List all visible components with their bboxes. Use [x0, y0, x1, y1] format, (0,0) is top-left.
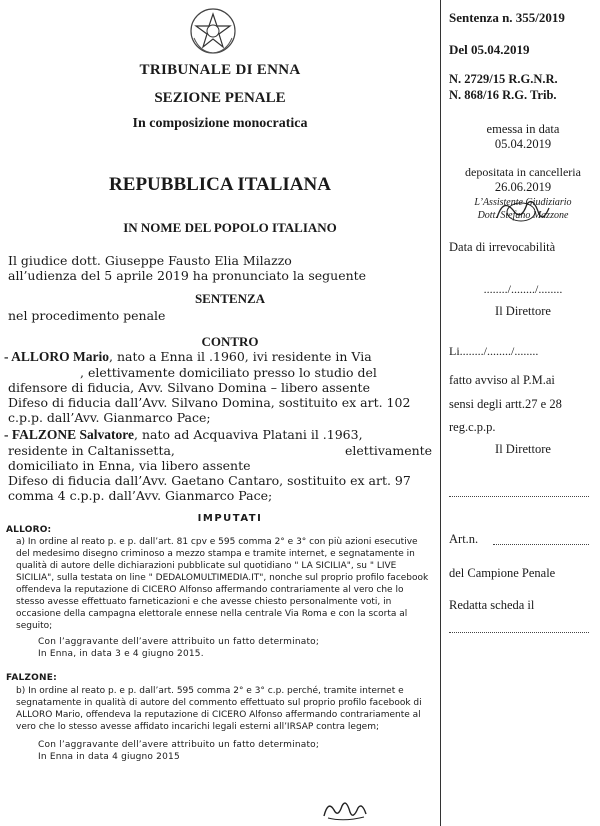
li-date-field: Li......../......../........ [449, 344, 539, 358]
campione-label: del Campione Penale [449, 566, 556, 580]
assistente-signature-icon [493, 194, 553, 226]
avviso-line-1: fatto avviso al P.M.ai [449, 373, 555, 387]
imputati-falzone-aggravante: Con l’aggravante dell’avere attribuito un fatto determinato; [38, 740, 320, 750]
court-composition: In composizione monocratica [132, 116, 308, 131]
avviso-line-2: sensi degli artt.27 e 28 [449, 397, 562, 411]
depositata-date: 26.06.2019 [494, 180, 552, 194]
direttore-label-1: Il Direttore [495, 304, 551, 318]
rgtrib-number: N. 868/16 R.G. Trib. [449, 88, 557, 102]
defendant-2-name: - FALZONE Salvatore [4, 427, 134, 442]
rgnr-number: N. 2729/15 R.G.N.R. [449, 72, 558, 86]
imputati-title: IMPUTATI [197, 513, 263, 524]
defendant-1-line-4: Difeso di fiducia dall’Avv. Silvano Domina, sostituito ex art. 102 [8, 395, 411, 410]
art-number-rule [493, 544, 589, 545]
procedimento-line: nel procedimento penale [8, 308, 166, 323]
judge-initials-signature-icon [320, 796, 370, 822]
defendant-2-line-2a: residente in Caltanissetta, [8, 443, 175, 458]
defendant-2-line-3: domiciliato in Enna, via libero assente [8, 458, 251, 473]
imputati-alloro-charge: a) In ordine al reato p. e p. dall’art. 81 cpv e 595 comma 2° e 3° con più azioni esecutive del medesimo disegno criminoso a mezzo stampa e tramite internet, e segnatamente in qualità di autore delle dichiarazioni pubblicate sul quotidiano " LA SICILIA", su " LIVE SICILIA", sulla testata on line " DEDALOMULTIMEDIA.IT", nonche sul proprio profilo facebook offendeva la reputazione di CICERO Alfonso affermando contrariamente al vero che lo stesso avesse effettuato farneticazioni e che avesse chiesto personalmente voti, in occasione della campagna elettorale ennese nella centrale Via Roma e con la scorta al seguito; [16, 537, 429, 631]
defendant-1-name: - ALLORO Mario [4, 349, 109, 364]
imputati-falzone-charge: b) In ordine al reato p. e p. dall’art. 595 comma 2° e 3° c.p. perché, tramite internet e segnatamente in qualità di autore del commento effettuato sul proprio profilo facebook di ALLORO Mario, offendeva la reputazione di CICERO Alfonso affermando contrariamente al vero che lo stesso avesse affidato incarichi legali esterni all’IRSAP contra legem; [16, 686, 422, 732]
imputati-alloro-aggravante: Con l’aggravante dell’avere attribuito un fatto determinato; [38, 637, 320, 647]
sentenza-date: Del 05.04.2019 [449, 42, 530, 57]
defendant-2-line-5: comma 4 c.p.p. dall’Avv. Gianmarco Pace; [8, 488, 273, 503]
assistente-stamp: L’Assistente Giudiziario [474, 197, 572, 208]
sentenza-number: Sentenza n. 355/2019 [449, 10, 565, 25]
avviso-line-3: reg.c.p.p. [449, 420, 496, 434]
sentenza-title: SENTENZA [194, 291, 266, 306]
in-nome-heading: IN NOME DEL POPOLO ITALIANO [123, 220, 337, 235]
defendant-1-line-1 [4, 349, 372, 365]
art-number-label: Art.n. [449, 532, 479, 546]
intro-line-2: all’udienza del 5 aprile 2019 ha pronunciato la seguente [8, 268, 367, 283]
redatta-label: Redatta scheda il [449, 598, 535, 612]
contro-title: CONTRO [201, 334, 259, 349]
direttore-label-2: Il Direttore [495, 442, 551, 456]
imputati-alloro-label: ALLORO: [6, 525, 52, 535]
court-name: TRIBUNALE DI ENNA [139, 62, 301, 78]
defendant-2-birth: , nato ad Acquaviva Platani il .1963, [134, 427, 363, 442]
dotted-rule-2 [449, 632, 589, 633]
intro-line-1: Il giudice dott. Giuseppe Fausto Elia Milazzo [8, 253, 292, 268]
defendant-1-line-5: c.p.p. dall’Avv. Gianmarco Pace; [8, 410, 211, 425]
dotted-rule-1 [449, 496, 589, 497]
imputati-falzone-label: FALZONE: [6, 673, 57, 683]
registry-sidebar [440, 0, 600, 826]
defendant-2-line-4: Difeso di fiducia dall’Avv. Gaetano Cantaro, sostituito ex art. 97 [8, 473, 411, 488]
depositata-label: depositata in cancelleria [465, 165, 581, 179]
court-section: SEZIONE PENALE [154, 90, 286, 106]
republic-emblem-icon [188, 6, 238, 56]
republic-title: REPUBBLICA ITALIANA [109, 174, 331, 195]
emessa-label: emessa in data [486, 122, 560, 136]
defendant-2-line-2b: elettivamente [345, 443, 433, 458]
imputati-alloro-date: In Enna, in data 3 e 4 giugno 2015. [38, 649, 204, 659]
defendant-1-birth: , nato a Enna il .1960, ivi residente in Via [109, 349, 372, 364]
defendant-2-line-1 [4, 427, 363, 443]
assistente-name: Dott. Stefano Mazzone [477, 210, 569, 221]
imputati-falzone-date: In Enna in data 4 giugno 2015 [38, 752, 180, 762]
irrevocabilita-label: Data di irrevocabilità [449, 240, 556, 254]
irrevocabilita-date-field: ......../......../........ [483, 282, 563, 296]
defendant-1-line-3: difensore di fiducia, Avv. Silvano Domina – libero assente [8, 380, 370, 395]
defendant-1-line-2: , elettivamente domiciliato presso lo studio del [80, 365, 377, 380]
emessa-date: 05.04.2019 [494, 137, 552, 151]
